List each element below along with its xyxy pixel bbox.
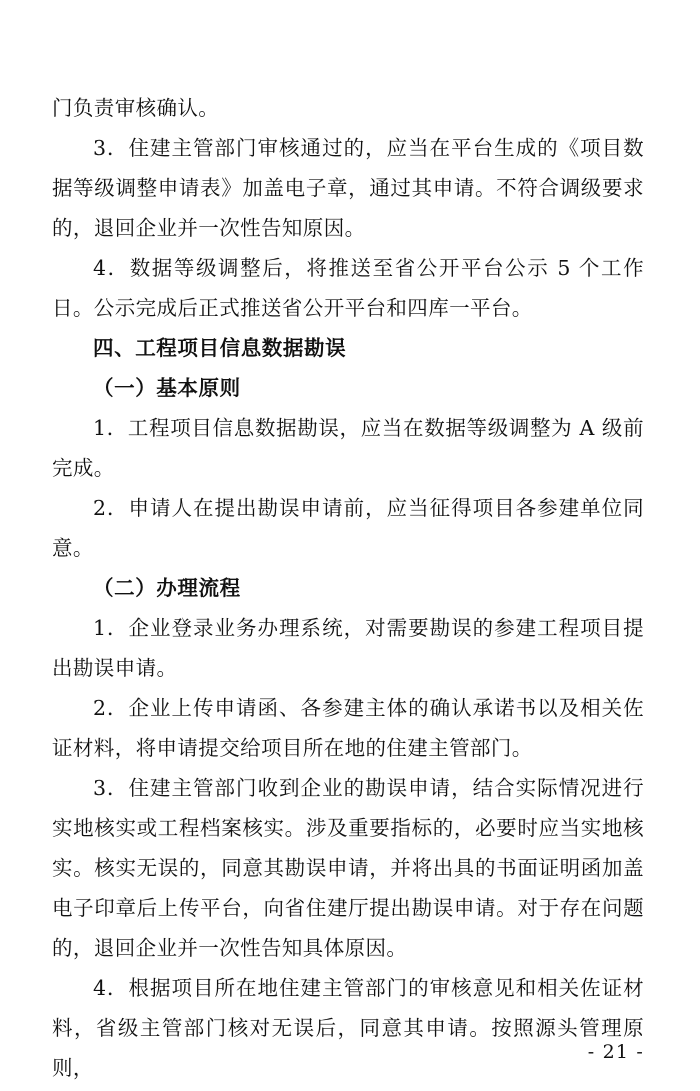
paragraph-process-2: 2．企业上传申请函、各参建主体的确认承诺书以及相关佐证材料，将申请提交给项目所在地的住建主管部门。 bbox=[52, 696, 644, 760]
subsection-heading-one: （一）基本原则 bbox=[93, 376, 241, 400]
paragraph-principle-1: 1．工程项目信息数据勘误，应当在数据等级调整为 A 级前完成。 bbox=[52, 416, 644, 480]
paragraph-item-4: 4．数据等级调整后，将推送至省公开平台公示 5 个工作日。公示完成后正式推送省公开平台和四库一平台。 bbox=[52, 256, 644, 320]
paragraph-continuation: 门负责审核确认。 bbox=[52, 96, 220, 120]
paragraph-process-4: 4．根据项目所在地住建主管部门的审核意见和相关佐证材料，省级主管部门核对无误后，同意其申请。按照源头管理原则， bbox=[52, 976, 644, 1080]
document-body bbox=[52, 88, 644, 1088]
section-heading-four: 四、工程项目信息数据勘误 bbox=[93, 336, 347, 360]
paragraph-process-3: 3．住建主管部门收到企业的勘误申请，结合实际情况进行实地核实或工程档案核实。涉及重要指标的，必要时应当实地核实。核实无误的，同意其勘误申请，并将出具的书面证明函加盖电子印章后上传平台，向省住建厅提出勘误申请。对于存在问题的，退回企业并一次性告知具体原因。 bbox=[52, 776, 644, 960]
page-number: - 21 - bbox=[587, 1041, 644, 1063]
paragraph-item-3: 3．住建主管部门审核通过的，应当在平台生成的《项目数据等级调整申请表》加盖电子章，通过其申请。不符合调级要求的，退回企业并一次性告知原因。 bbox=[52, 136, 644, 240]
paragraph-process-1: 1．企业登录业务办理系统，对需要勘误的参建工程项目提出勘误申请。 bbox=[52, 616, 644, 680]
paragraph-principle-2: 2．申请人在提出勘误申请前，应当征得项目各参建单位同意。 bbox=[52, 496, 644, 560]
subsection-heading-two: （二）办理流程 bbox=[93, 576, 241, 600]
